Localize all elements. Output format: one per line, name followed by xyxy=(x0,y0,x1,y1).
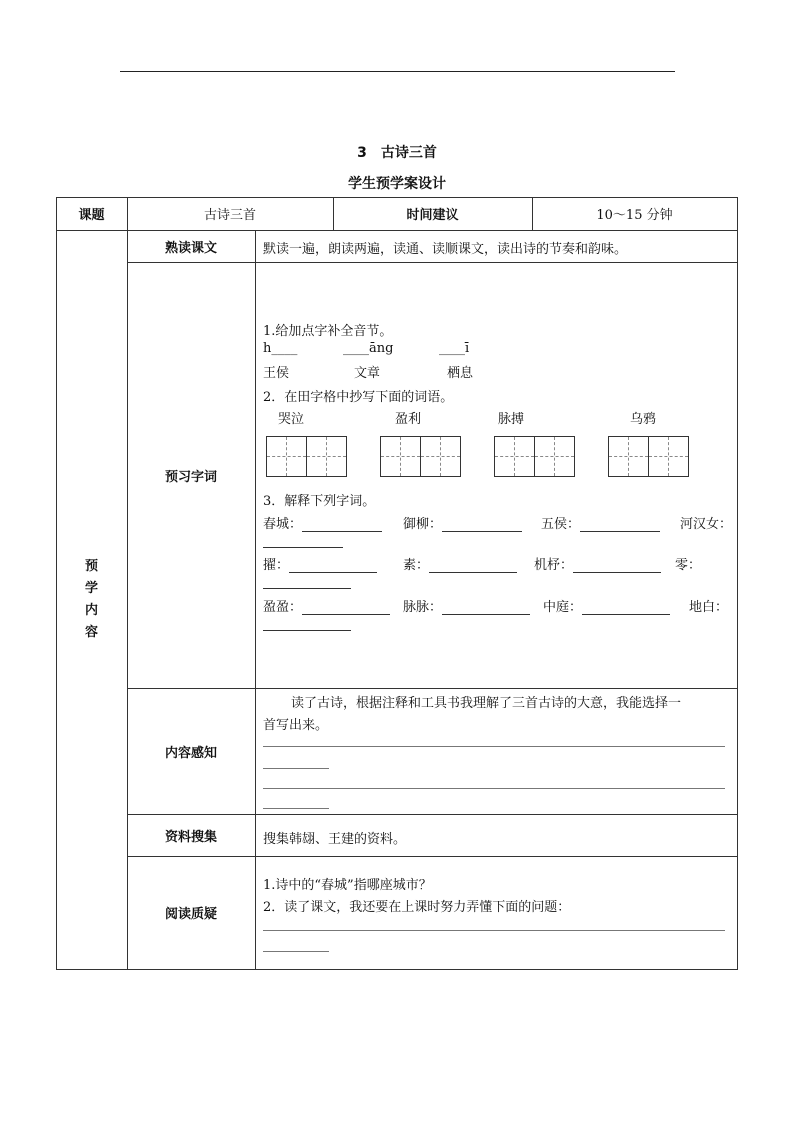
side-label: 预 学 内 容 xyxy=(84,559,98,640)
question-label: 阅读质疑 xyxy=(164,907,217,922)
term-wuhou: 五侯： xyxy=(541,513,660,532)
tianzige-2[interactable] xyxy=(380,436,461,477)
answer-line[interactable] xyxy=(263,588,351,589)
content-text-line1: 读了古诗，根据注释和工具书我理解了三首古诗的大意，我能选择一 xyxy=(291,696,682,711)
read-text: 默读一遍，朗读两遍，读通、读顺课文，读出诗的节奏和韵味。 xyxy=(263,242,628,257)
content-text-line2: 首写出来。 xyxy=(263,718,329,733)
read-label: 熟读课文 xyxy=(164,240,217,256)
page-title: 3 古诗三首 xyxy=(357,145,437,161)
topic-label: 课题 xyxy=(78,208,105,223)
topic-value: 古诗三首 xyxy=(203,208,256,223)
term-chuncheng: 春城： xyxy=(263,513,382,532)
tianzige-1[interactable] xyxy=(266,436,347,477)
answer-line[interactable] xyxy=(263,768,329,769)
pinyin-3: ____ī xyxy=(439,341,470,356)
term-su: 素： xyxy=(403,554,517,573)
material-label: 资料搜集 xyxy=(164,829,217,845)
time-value: 10～15 分钟 xyxy=(596,208,673,223)
page-subtitle: 学生预学案设计 xyxy=(348,176,446,192)
term-dibai: 地白： xyxy=(689,600,729,615)
content-label: 内容感知 xyxy=(164,745,217,761)
term-yingying: 盈盈： xyxy=(263,596,390,615)
word-3: 栖息 xyxy=(447,366,474,381)
answer-line[interactable] xyxy=(263,930,725,931)
question-q1: 1.诗中的“春城”指哪座城市？ xyxy=(263,878,432,893)
term-maimai: 脉脉： xyxy=(403,596,530,615)
copy-word-4: 乌鸦 xyxy=(630,412,657,427)
copy-word-1: 哭泣 xyxy=(278,412,305,427)
pinyin-1: h____ xyxy=(263,341,298,356)
term-hehannu: 河汉女： xyxy=(680,517,733,532)
answer-line[interactable] xyxy=(263,547,343,548)
term-yuliu: 御柳： xyxy=(403,513,522,532)
vocab-q2: 2．在田字格中抄写下面的词语。 xyxy=(263,390,454,405)
vocab-label: 预习字词 xyxy=(164,469,217,485)
vocab-q1: 1.给加点字补全音节。 xyxy=(263,324,393,339)
word-1: 王侯 xyxy=(263,366,290,381)
time-label: 时间建议 xyxy=(406,208,459,223)
answer-line[interactable] xyxy=(263,808,329,809)
question-q2: 2．读了课文，我还要在上课时努力弄懂下面的问题： xyxy=(263,900,571,915)
term-jizhu: 机杼： xyxy=(534,554,661,573)
copy-word-3: 脉搏 xyxy=(498,412,525,427)
answer-line[interactable] xyxy=(263,788,725,789)
answer-line[interactable] xyxy=(263,630,351,631)
term-zhuo: 擢： xyxy=(263,554,377,573)
word-2: 文章 xyxy=(354,366,381,381)
tianzige-4[interactable] xyxy=(608,436,689,477)
vocab-q3: 3．解释下列字词。 xyxy=(263,494,376,509)
header-rule xyxy=(120,71,675,72)
tianzige-3[interactable] xyxy=(494,436,575,477)
copy-word-2: 盈利 xyxy=(395,412,422,427)
term-zhongting: 中庭： xyxy=(543,596,670,615)
answer-line[interactable] xyxy=(263,951,329,952)
pinyin-2: ____āng xyxy=(343,341,394,356)
answer-line[interactable] xyxy=(263,746,725,747)
term-ling: 零： xyxy=(675,558,702,573)
material-text: 搜集韩翃、王建的资料。 xyxy=(263,832,407,847)
